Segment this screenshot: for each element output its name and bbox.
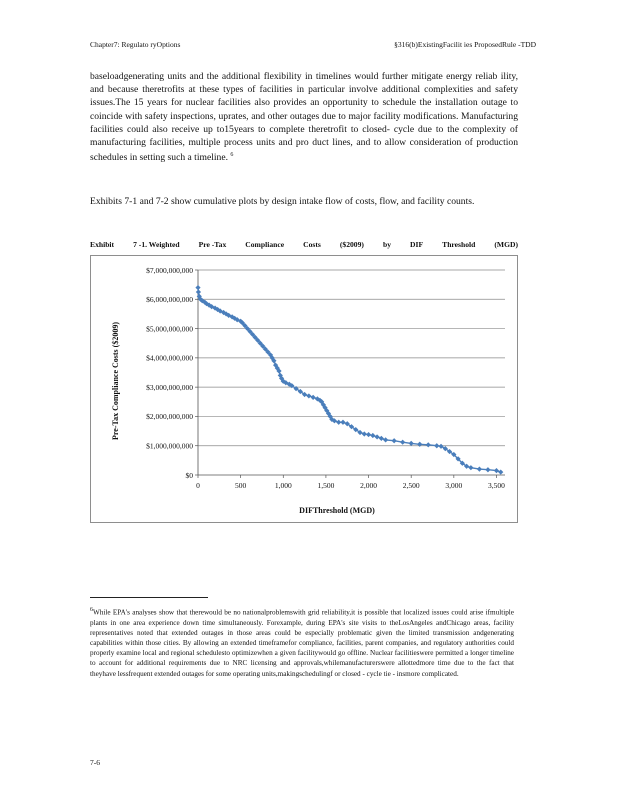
chart-series [195,285,503,475]
data-point-marker [409,441,414,446]
x-tick-label: 2,500 [402,481,420,490]
data-point-marker [468,465,473,470]
caption-part: Pre -Tax [198,240,227,249]
x-tick-label: 500 [235,481,247,490]
y-tick-label: $1,000,000,000 [146,441,193,451]
data-point-marker [485,467,490,472]
x-tick-label: 2,000 [360,481,377,490]
footnote-text: While EPA's analyses show that therewould be no nationalproblemswith grid reliability,it is possible that localized issues could arise ifmultiple plants in one area experience down time simultaneously. Forexample, during EPA's site visits to theLosAngeles andChicago areas, facility representatives noted that extended outages in those areas could be especially problematic given the limited transmission andgenerating capabilities within those cities. By allowing an extended timeframefor compliance, facilities, parent companies, and regulatory authorities could properly examine local and regional schedulesto optimizewhen a given facilitywould go offline. Nuclear facilitieswere permitted a longer timeline to account for additional requirements due to NRC licensing and approvals,whilemanufacturerswere allottedmore time due to the fact that theyhave lessfrequent extended outages for some operating units,makingschedulingf or closed - cycle tie - insmore complicated. [90,608,514,678]
x-tick-label: 1,500 [317,481,335,490]
data-point-marker [417,442,422,447]
data-point-marker [494,468,499,473]
y-tick-label: $3,000,000,000 [146,382,193,392]
series-line [198,288,501,473]
data-point-marker [400,440,405,445]
data-point-marker [340,420,345,425]
caption-part: DIF [410,240,424,249]
x-tick-label: 3,000 [445,481,463,490]
footnote-6 [90,605,514,679]
data-point-marker [498,469,503,474]
caption-part: by [382,240,391,249]
x-axis-ticks [196,475,505,490]
running-header-chapter: Chapter7: Regulato ryOptions [90,40,181,49]
y-tick-label: $0 [185,470,193,480]
y-axis-ticks [146,266,198,480]
data-point-marker [477,467,482,472]
chart-gridlines [198,270,505,446]
caption-part: 7 -1. Weighted [133,240,180,249]
data-point-marker [383,437,388,442]
footnote-number: 6 [90,607,93,613]
data-point-marker [434,443,439,448]
data-point-marker [195,285,200,290]
y-tick-label: $6,000,000,000 [146,295,193,305]
cost-threshold-chart [91,256,517,522]
data-point-marker [311,395,316,400]
exhibit-caption [90,240,518,249]
data-point-marker [366,432,371,437]
caption-part: Compliance [245,240,285,249]
x-axis-title: DIFThreshold (MGD) [299,506,375,515]
data-point-marker [196,289,201,294]
chart-frame [90,255,518,523]
data-point-marker [379,436,384,441]
data-point-marker [392,438,397,443]
x-tick-label: 3,500 [488,481,505,490]
y-tick-label: $7,000,000,000 [146,265,193,275]
caption-part: ($2009) [339,240,364,249]
footnote-separator [90,597,208,598]
y-tick-label: $4,000,000,000 [146,353,193,363]
caption-part: Exhibit [90,240,115,249]
caption-part: Costs [303,240,321,249]
data-point-marker [306,393,311,398]
body-paragraph-2: Exhibits 7-1 and 7-2 show cumulative plots by design intake flow of costs, flow, and facility counts. [90,196,475,207]
page-number: 7-6 [90,758,100,767]
data-point-marker [362,431,367,436]
data-point-marker [438,444,443,449]
body-paragraph-1 [90,70,518,165]
y-tick-label: $5,000,000,000 [146,324,193,334]
data-point-marker [426,442,431,447]
y-axis-title: Pre-Tax Compliance Costs ($2009) [111,322,120,440]
x-tick-label: 1,000 [274,481,292,490]
x-tick-label: 0 [196,481,200,490]
footnote-reference[interactable]: 6 [230,152,234,159]
caption-part: Threshold [442,240,476,249]
chart-axes [198,270,505,475]
data-point-marker [370,433,375,438]
data-point-marker [374,434,379,439]
running-header-document: §316(b)ExistingFacilit ies ProposedRule -TDD [394,40,536,49]
caption-part: (MGD) [494,240,518,249]
paragraph-1-text: baseloadgenerating units and the additional flexibility in timelines would further mitigate energy reliab ility, and because theretrofits at these types of facilities in particular involve additional complexities and safety issues.The 15 years for nuclear facilities also provides an opportunity to schedule the installation outage to coincide with safety inspections, uprates, and other outages due to major facility modifications. Manufacturing facilities could also receive up to15years to complete theretrofit to closed- cycle due to the complexity of manufacturing facilities, multiple process units and pro duct lines, and to allow consideration of production schedules in setting such a timeline. [90,71,518,164]
y-tick-label: $2,000,000,000 [146,412,193,422]
